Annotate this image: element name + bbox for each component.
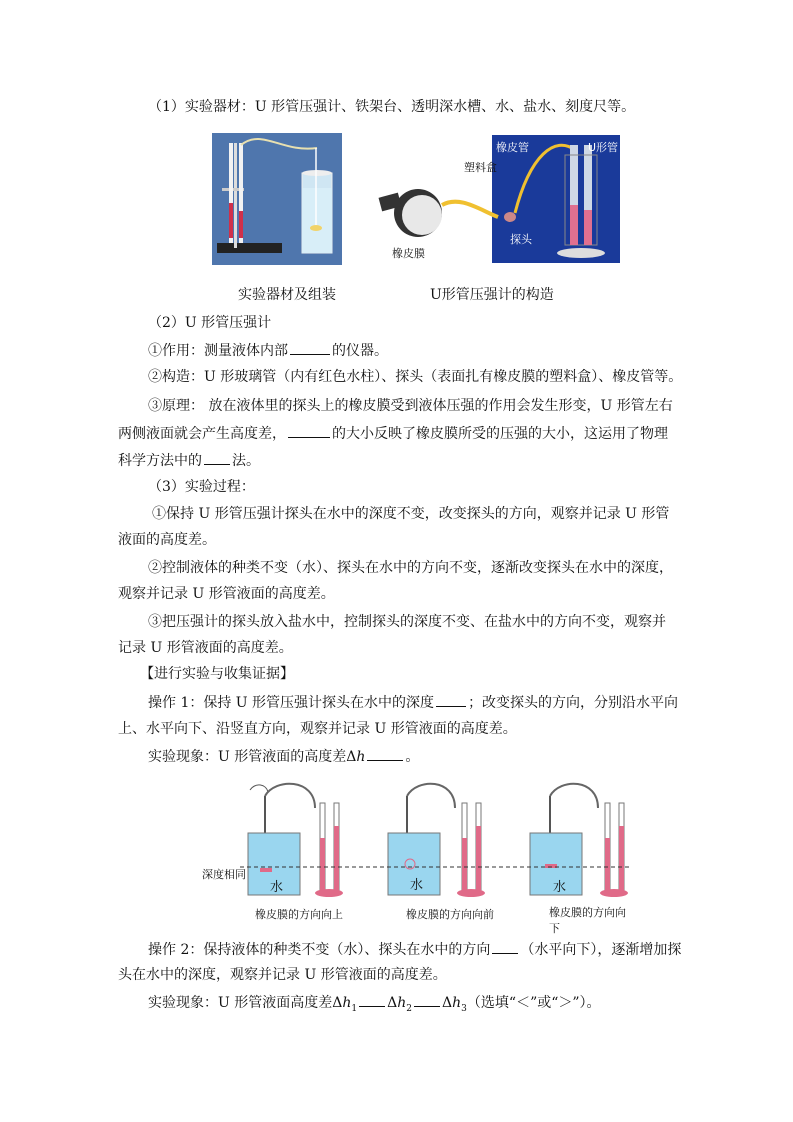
op2-line2: 头在水中的深度，观察并记录 U 形管液面的高度差。 — [118, 967, 447, 983]
h1-var: h — [342, 995, 352, 1011]
op2-line1-a: 操作 2：保持液体的种类不变（水）、探头在水中的方向 — [148, 942, 491, 958]
section3-title: （3）实验过程： — [148, 479, 255, 495]
step1-line1: ①保持 U 形管压强计探头在水中的深度不变，改变探头的方向，观察并记录 U 形管 — [152, 506, 670, 522]
principle-line1: ③原理： 放在液体里的探头上的橡皮膜受到液体压强的作用会发生形变，U 形管左右 — [148, 398, 673, 414]
principle-line2 — [118, 423, 668, 444]
beaker-setup-3 — [530, 784, 628, 897]
step1-line2: 液面的高度差。 — [118, 532, 216, 548]
apparatus-photo — [212, 133, 342, 265]
beaker-setup-2 — [388, 784, 485, 897]
section2-title: （2）U 形管压强计 — [148, 315, 272, 331]
blank-op2-direction[interactable] — [492, 939, 518, 954]
caption-u-tube: U形管压强计的构造 — [430, 287, 554, 303]
op2-line1 — [148, 939, 681, 960]
phenomenon1 — [148, 746, 419, 767]
caption-down: 橡皮膜的方向向下 — [549, 906, 626, 935]
step2-line2: 观察并记录 U 形管液面的高度差。 — [118, 586, 335, 602]
label-probe: 探头 — [510, 233, 532, 246]
delta-3: Δ — [442, 995, 453, 1011]
water-label-2: 水 — [410, 878, 424, 893]
phen2-end: （选填“＜”或“＞”）。 — [466, 995, 601, 1011]
blank-use[interactable] — [290, 340, 330, 355]
principle-line3-a: 科学方法中的 — [118, 453, 202, 469]
use-prefix: ①作用：测量液体内部 — [148, 343, 288, 359]
h3-var: h — [452, 995, 462, 1011]
use-suffix: 的仪器。 — [332, 343, 388, 359]
depth-label: 深度相同 — [202, 868, 246, 881]
op2-line1-b: （水平向下），逐渐增加探 — [520, 942, 682, 958]
blank-op1-depth[interactable] — [436, 692, 466, 707]
beaker-setup-1 — [248, 784, 343, 897]
op1-line1-a: 操作 1：保持 U 形管压强计探头在水中的深度 — [148, 695, 435, 711]
principle-line2-a: 两侧液面就会产生高度差， — [118, 426, 286, 442]
label-plastic-box: 塑料盒 — [464, 161, 497, 174]
label-rubber-tube: 橡皮管 — [496, 141, 529, 154]
phenomenon1-b: 。 — [405, 749, 420, 765]
water-label-1: 水 — [270, 880, 284, 895]
u-tube-construction-figure — [370, 135, 620, 263]
h1-sub: 1 — [351, 1003, 358, 1014]
delta-2: Δ — [387, 995, 398, 1011]
phenomenon2 — [148, 992, 601, 1019]
water-label-3: 水 — [553, 880, 567, 895]
op1-line2: 上、水平向下、沿竖直方向，观察并记录 U 形管液面的高度差。 — [118, 721, 517, 737]
phenomenon1-a: 实验现象：U 形管液面的高度差Δ — [148, 749, 357, 765]
step3-line2: 记录 U 形管液面的高度差。 — [118, 640, 293, 656]
depth-experiment-figure — [200, 778, 632, 935]
op1-line1 — [148, 692, 678, 713]
blank-phenomenon1[interactable] — [367, 746, 403, 761]
blank-principle[interactable] — [288, 423, 330, 438]
evidence-title: 【进行实验与收集证据】 — [140, 666, 294, 682]
caption-forward: 橡皮膜的方向向前 — [406, 908, 494, 921]
principle-line3-b: 法。 — [232, 453, 260, 469]
equipment-list: （1）实验器材：U 形管压强计、铁架台、透明深水槽、水、盐水、刻度尺等。 — [148, 99, 636, 115]
blank-compare-2[interactable] — [414, 992, 440, 1007]
phenomenon1-h: h — [356, 749, 366, 765]
blank-method[interactable] — [204, 450, 230, 465]
step2-line1: ②控制液体的种类不变（水）、探头在水中的方向不变，逐渐改变探头在水中的深度， — [148, 560, 673, 576]
h2-var: h — [397, 995, 407, 1011]
label-membrane: 橡皮膜 — [392, 247, 425, 260]
h2-sub: 2 — [406, 1003, 413, 1014]
phen2-a: 实验现象：U 形管液面高度差Δ — [148, 995, 343, 1011]
blank-compare-1[interactable] — [359, 992, 385, 1007]
caption-apparatus: 实验器材及组装 — [238, 287, 336, 303]
principle-line3 — [118, 450, 260, 471]
step3-line1: ③把压强计的探头放入盐水中，控制探头的深度不变、在盐水中的方向不变，观察并 — [148, 614, 666, 630]
principle-line2-b: 的大小反映了橡皮膜所受的压强的大小，这运用了物理 — [332, 426, 668, 442]
op1-line1-b: ；改变探头的方向，分别沿水平向 — [468, 695, 679, 711]
structure-line: ②构造：U 形玻璃管（内有红色水柱）、探头（表面扎有橡皮膜的塑料盒）、橡皮管等。 — [148, 369, 683, 385]
caption-up: 橡皮膜的方向向上 — [255, 908, 343, 921]
h3-sub: 3 — [461, 1003, 467, 1014]
label-u-tube: U形管 — [588, 141, 619, 154]
use-line — [148, 340, 388, 361]
